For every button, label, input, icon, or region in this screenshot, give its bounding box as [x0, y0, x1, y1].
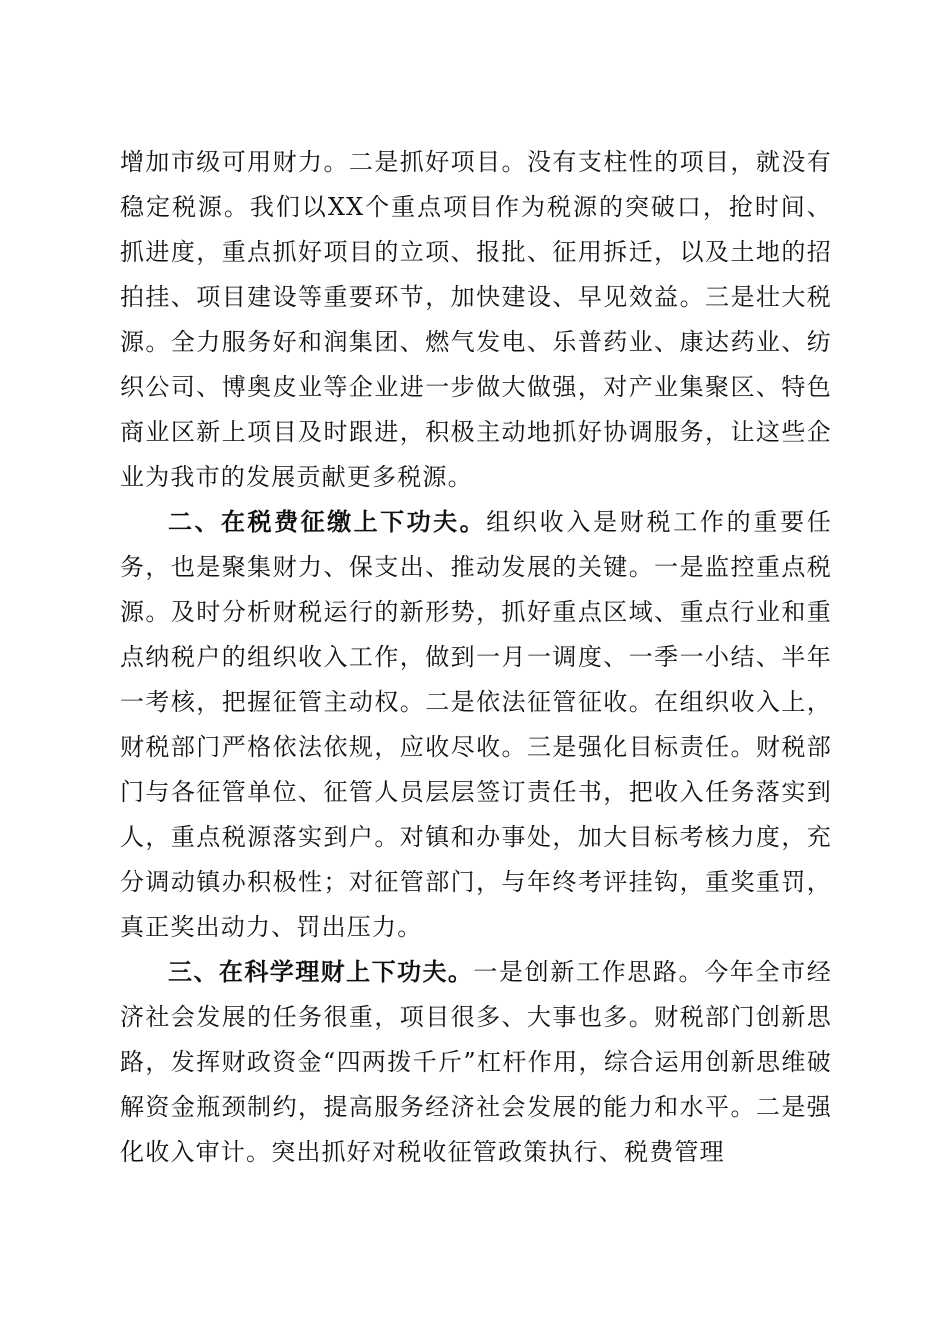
- paragraph-1: [120, 140, 832, 500]
- section-heading-2: 二、在税费征缴上下功夫。: [168, 508, 487, 536]
- section-heading-3: 三、在科学理财上下功夫。: [168, 958, 474, 986]
- paragraph-3-text: 一是创新工作思路。今年全市经济社会发展的任务很重，项目很多、大事也多。财税部门创新思路，发挥财政资金“四两拨千斤”杠杆作用，综合运用创新思维破解资金瓶颈制约，提高服务经济社会发展的能力和水平。二是强化收入审计。突出抓好对税收征管政策执行、税费管理: [120, 958, 832, 1166]
- paragraph-3: [120, 950, 832, 1175]
- paragraph-1-text: 增加市级可用财力。二是抓好项目。没有支柱性的项目，就没有稳定税源。我们以XX个重点项目作为税源的突破口，抢时间、抓进度，重点抓好项目的立项、报批、征用拆迁，以及土地的招拍挂、项目建设等重要环节，加快建设、早见效益。三是壮大税源。全力服务好和润集团、燃气发电、乐普药业、康达药业、纺织公司、博奥皮业等企业进一步做大做强，对产业集聚区、特色商业区新上项目及时跟进，积极主动地抓好协调服务，让这些企业为我市的发展贡献更多税源。: [120, 148, 832, 491]
- document-body: [120, 140, 832, 1175]
- paragraph-2: [120, 500, 832, 950]
- paragraph-2-text: 组织收入是财税工作的重要任务，也是聚集财力、保支出、推动发展的关键。一是监控重点税源。及时分析财税运行的新形势，抓好重点区域、重点行业和重点纳税户的组织收入工作，做到一月一调度、一季一小结、半年一考核，把握征管主动权。二是依法征管征收。在组织收入上，财税部门严格依法依规，应收尽收。三是强化目标责任。财税部门与各征管单位、征管人员层层签订责任书，把收入任务落实到人，重点税源落实到户。对镇和办事处，加大目标考核力度，充分调动镇办积极性；对征管部门，与年终考评挂钩，重奖重罚，真正奖出动力、罚出压力。: [120, 508, 832, 941]
